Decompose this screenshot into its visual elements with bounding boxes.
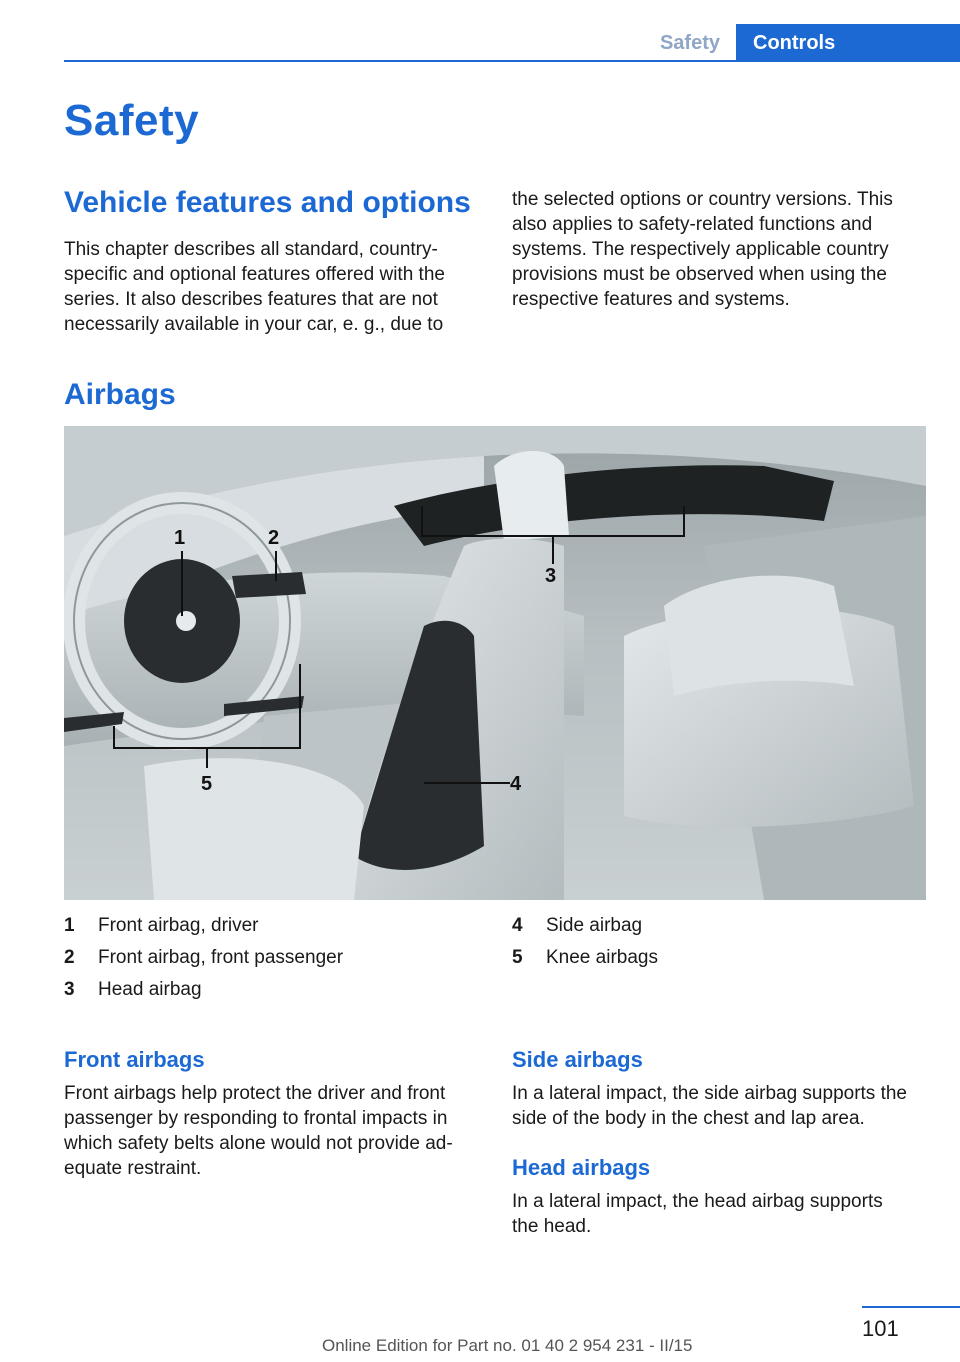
text-line: In a lateral impact, the head airbag supports (512, 1191, 883, 1212)
text-line: equate restraint. (64, 1158, 202, 1179)
text-line: respective features and systems. (512, 289, 790, 310)
text-line: provisions must be observed when using the (512, 264, 887, 285)
text-line: also applies to safety-related functions and (512, 214, 873, 235)
text-line: systems. The respectively applicable country (512, 239, 889, 260)
front-airbags-text (64, 1081, 484, 1181)
legend-number: 2 (64, 947, 75, 968)
text-line: side of the body in the chest and lap area. (512, 1108, 865, 1129)
callout-5: 5 (201, 773, 213, 795)
legend-text: Side airbag (546, 915, 643, 936)
callout-4: 4 (510, 773, 522, 795)
legend-text: Front airbag, driver (98, 915, 259, 936)
text-line: series. It also describes features that are not (64, 289, 438, 310)
text-line: passenger by responding to frontal impacts in (64, 1108, 448, 1129)
subheading-head-airbags: Head airbags (512, 1155, 651, 1180)
vehicle-features-text-col2 (512, 187, 932, 312)
head-airbags-text (512, 1189, 942, 1239)
subheading-front-airbags: Front airbags (64, 1047, 205, 1072)
airbag-illustration (64, 426, 926, 900)
text-line: the selected options or country versions. This (512, 189, 893, 210)
legend-number: 1 (64, 915, 75, 936)
header-rule (64, 60, 960, 62)
section-heading-airbags: Airbags (64, 378, 176, 411)
legend-text: Head airbag (98, 979, 202, 1000)
legend-item (512, 946, 912, 970)
edition-note: Online Edition for Part no. 01 40 2 954 231 - II/15 (322, 1336, 693, 1355)
legend-text: Knee airbags (546, 947, 658, 968)
callout-1: 1 (174, 527, 186, 549)
page-number: 101 (862, 1316, 899, 1341)
text-line: specific and optional features offered with the (64, 264, 445, 285)
text-line: the head. (512, 1216, 592, 1237)
header-tab-safety: Safety (659, 32, 720, 54)
page-title: Safety (64, 96, 200, 145)
callout-3: 3 (545, 565, 557, 587)
side-airbags-text (512, 1081, 942, 1131)
vehicle-features-text-col1 (64, 237, 474, 337)
legend-number: 3 (64, 979, 75, 1000)
text-line: which safety belts alone would not provide ad- (64, 1133, 453, 1154)
footer-rule (862, 1306, 960, 1308)
header-tab-controls: Controls (736, 24, 960, 62)
legend-number: 5 (512, 947, 523, 968)
subheading-side-airbags: Side airbags (512, 1047, 643, 1072)
text-line: necessarily available in your car, e. g., due to (64, 314, 444, 335)
legend-text: Front airbag, front passenger (98, 947, 344, 968)
callout-2: 2 (268, 527, 280, 549)
text-line: This chapter describes all standard, country- (64, 239, 438, 260)
section-heading-vehicle-features: Vehicle features and options (64, 186, 471, 219)
text-line: In a lateral impact, the side airbag supports the (512, 1083, 908, 1104)
legend-item (64, 946, 464, 970)
text-line: Front airbags help protect the driver and front (64, 1083, 446, 1104)
legend-number: 4 (512, 915, 523, 936)
legend-item (512, 914, 912, 938)
car-interior-drawing (64, 426, 926, 900)
legend-item (64, 914, 464, 938)
legend-item (64, 978, 464, 1002)
